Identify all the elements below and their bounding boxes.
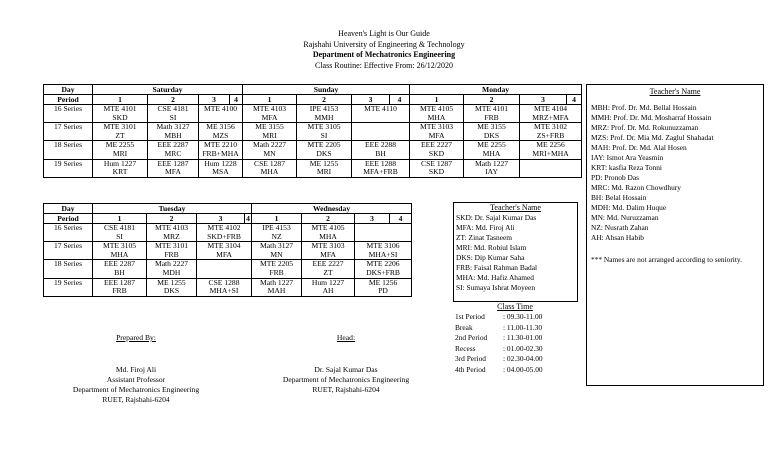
course-code: MTE 2210 <box>203 140 238 150</box>
day-monday: Monday <box>410 85 582 95</box>
series-row <box>44 159 582 177</box>
class-cell <box>93 242 147 260</box>
course-code: Hum 1228 <box>204 159 237 168</box>
course-code: EEE 1287 <box>157 159 189 168</box>
period-label: Period <box>44 214 93 224</box>
class-cell <box>148 105 199 123</box>
series-label: 19 Series <box>44 278 93 296</box>
routine-table-sat-sun-mon <box>43 84 582 178</box>
teacher-entry: ZT: Zinat Tasneem <box>456 233 513 242</box>
teacher-initials: MZS <box>212 130 229 140</box>
class-time-row <box>455 365 575 376</box>
teacher-entry: PD: Pronob Das <box>591 173 640 182</box>
teacher-initials: FRB <box>112 286 127 296</box>
teacher-initials: FRB <box>269 267 284 277</box>
course-code: CSE 4181 <box>157 104 189 113</box>
class-cell <box>352 123 410 141</box>
course-code: Math 3127 <box>259 241 294 251</box>
teacher-entry: KRT: kasfia Reza Tonni <box>591 163 662 172</box>
teacher-initials: MHA <box>319 231 337 241</box>
period-number: 3 <box>197 214 245 224</box>
class-cell <box>464 123 520 141</box>
class-cell <box>520 159 582 177</box>
period-number: 2 <box>147 214 197 224</box>
class-cell <box>93 278 147 296</box>
teacher-initials: MN <box>263 148 276 158</box>
teacher-box-title: Teacher's Name <box>649 87 701 96</box>
teacher-initials: ZS+FRB <box>536 130 565 140</box>
course-code: EEE 2227 <box>312 259 344 269</box>
course-code: MTE 3102 <box>533 122 568 132</box>
routine-header <box>0 28 768 70</box>
class-cell <box>297 141 352 159</box>
teacher-initials: MRI <box>316 167 332 177</box>
course-code: MTE 3103 <box>311 241 345 251</box>
teacher-entry: MMH: Prof. Dr. Md. Mosharraf Hossain <box>591 113 712 122</box>
period-number: 3 <box>199 95 230 105</box>
class-cell <box>93 159 148 177</box>
teacher-initials: FRB <box>164 249 179 259</box>
head-block <box>266 333 426 395</box>
period-number: 2 <box>464 95 520 105</box>
teacher-initials: MHA <box>110 249 129 259</box>
period-number: 4 <box>246 214 250 223</box>
series-label: 18 Series <box>44 260 93 278</box>
teacher-initials: BH <box>114 267 125 277</box>
period-number: 1 <box>93 214 147 224</box>
course-code: ME 3155 <box>255 122 284 132</box>
motto: Heaven's Light is Our Guide <box>338 29 430 38</box>
course-code: Hum 1227 <box>103 159 137 168</box>
class-time-label: 4th Period <box>455 364 486 374</box>
course-code: EEE 2227 <box>421 140 453 150</box>
routine-effective-date: Class Routine: Effective From: 26/12/2020 <box>314 60 454 70</box>
class-cell <box>464 141 520 159</box>
course-code: EEE 2288 <box>365 140 397 150</box>
course-code: MTE 4105 <box>419 104 454 113</box>
prepared-by-label: Prepared By: <box>116 333 156 342</box>
teacher-initials: DKS+FRB <box>366 267 400 277</box>
teacher-initials: MRI <box>112 148 128 158</box>
course-code: EEE 2287 <box>103 259 135 269</box>
series-label: 17 Series <box>44 123 93 141</box>
head-department: Department of Mechatronics Engineering <box>282 375 410 384</box>
class-cell <box>199 159 243 177</box>
class-cell <box>197 242 252 260</box>
teacher-initials: MHA <box>482 148 501 158</box>
class-time-title: Class Time <box>497 302 533 311</box>
preparer-title: Assistant Professor <box>106 375 166 384</box>
class-time-value: : 11.00-11.30 <box>503 322 543 332</box>
class-time-row <box>455 344 575 355</box>
teacher-initials: MRC <box>164 148 182 158</box>
period-number: 3 <box>520 95 567 105</box>
class-cell <box>199 105 243 123</box>
teacher-initials: MRI+MHA <box>532 148 569 158</box>
teacher-initials: MFA+FRB <box>363 167 398 177</box>
class-cell <box>410 123 464 141</box>
preparer-place: RUET, Rajshahi-6204 <box>102 395 170 404</box>
class-cell <box>243 123 297 141</box>
class-time-row <box>455 333 575 344</box>
teacher-entry: MDH: Md. Dalim Huque <box>591 203 667 212</box>
class-cell <box>297 123 352 141</box>
course-code: ME 1255 <box>309 159 339 168</box>
class-time-label: Recess <box>455 343 476 353</box>
teacher-entry: DKS: Dip Kumar Saha <box>456 253 525 262</box>
teacher-initials: MBH <box>164 130 182 140</box>
teacher-initials: FRB+MHA <box>202 148 239 158</box>
class-time-block <box>455 302 575 375</box>
course-code: Math 1227 <box>259 278 294 287</box>
teacher-initials: AH <box>322 286 334 296</box>
teacher-initials: KRT <box>112 167 128 177</box>
course-code: MTE 3105 <box>307 122 341 132</box>
period-number: 4 <box>230 95 243 105</box>
period-number: 1 <box>410 95 464 105</box>
class-cell <box>520 123 582 141</box>
teacher-entry: MRI: Md. Robiul Islam <box>456 243 527 252</box>
teacher-initials: ZT <box>115 130 125 140</box>
class-time-value: : 02.30-04.00 <box>503 354 543 363</box>
course-code: MTE 2205 <box>259 259 294 269</box>
teacher-initials: DKS <box>163 286 180 296</box>
teacher-initials: SI <box>320 130 328 140</box>
class-cell <box>252 242 302 260</box>
class-cell <box>147 260 197 278</box>
head-place: RUET, Rajshahi-6204 <box>312 385 380 394</box>
course-code: MTE 4101 <box>474 104 509 113</box>
class-cell <box>355 224 412 242</box>
class-cell <box>199 141 243 159</box>
class-cell <box>243 159 297 177</box>
course-code: Hum 1227 <box>311 278 345 287</box>
class-cell <box>148 123 199 141</box>
day-saturday: Saturday <box>93 85 243 95</box>
class-time-label: 2nd Period <box>455 333 488 342</box>
class-cell <box>148 159 199 177</box>
class-time-row <box>455 312 575 323</box>
teacher-initials: MMH <box>314 112 334 122</box>
teacher-initials: FRB <box>484 112 499 122</box>
period-number: 4 <box>567 95 582 105</box>
class-cell <box>93 123 148 141</box>
teacher-entry: BH: Belal Hossain <box>591 193 647 202</box>
class-time-row <box>455 323 575 334</box>
course-code: MTE 3103 <box>419 122 454 132</box>
class-cell <box>93 105 148 123</box>
course-code: MTE 4110 <box>364 104 397 113</box>
teacher-entry: MN: Md. Nuruzzaman <box>591 213 659 222</box>
class-time-value: : 11.30-01.00 <box>503 333 543 342</box>
series-label: 18 Series <box>44 141 93 159</box>
course-code: MTE 4101 <box>103 104 137 113</box>
teacher-initials: BH <box>375 148 386 158</box>
class-cell <box>352 141 410 159</box>
teacher-box-title: Teacher's Name <box>490 203 541 212</box>
course-code: Math 1227 <box>474 159 509 168</box>
teacher-entry: MHA: Md. Hafiz Ahamed <box>456 273 534 282</box>
class-cell <box>520 141 582 159</box>
teacher-entry: FRB: Faisal Rahman Badal <box>456 263 538 272</box>
class-cell <box>93 224 147 242</box>
class-cell <box>297 159 352 177</box>
teacher-initials: ZT <box>323 267 333 277</box>
series-label: 19 Series <box>44 159 93 177</box>
series-row <box>44 224 412 242</box>
teacher-initials: IAY <box>485 167 498 177</box>
course-code: MTE 3101 <box>154 241 189 251</box>
period-number: 2 <box>297 95 352 105</box>
class-cell <box>197 224 252 242</box>
teacher-initials: MFA <box>165 167 181 177</box>
teacher-initials: SI <box>169 112 177 122</box>
day-tuesday: Tuesday <box>93 204 252 214</box>
teacher-entry: MZS: Prof. Dr. Mia Md. Zaglul Shahadat <box>591 133 714 142</box>
course-code: MTE 2205 <box>307 140 341 150</box>
period-number: 1 <box>243 95 297 105</box>
course-code: EEE 1287 <box>103 278 135 287</box>
series-label: 16 Series <box>44 224 93 242</box>
class-cell <box>199 123 243 141</box>
period-number: 4 <box>390 95 410 105</box>
teacher-initials: MHA <box>260 167 279 177</box>
period-number: 2 <box>148 95 199 105</box>
routine-table-tue-wed <box>43 203 412 297</box>
teacher-initials: SKD <box>428 148 445 158</box>
class-cell <box>410 159 464 177</box>
teacher-entry: AH: Ahsan Habib <box>591 233 644 242</box>
course-code: MTE 4104 <box>533 104 568 113</box>
period-number: 4 <box>390 214 412 224</box>
series-row <box>44 242 412 260</box>
class-cell <box>197 260 252 278</box>
class-cell <box>147 242 197 260</box>
class-time-label: 3rd Period <box>455 354 486 363</box>
class-time-label: 1st Period <box>455 312 485 321</box>
class-cell <box>148 141 199 159</box>
teacher-initials: MFA <box>261 112 278 122</box>
course-code: MTE 4103 <box>154 223 189 232</box>
period-number: 2 <box>302 214 355 224</box>
department-name: Department of Mechatronics Engineering <box>312 50 456 59</box>
prepared-by-block <box>66 333 206 405</box>
course-code: ME 2255 <box>105 140 135 150</box>
teacher-initials: MSA <box>212 167 229 177</box>
teacher-initials: MAH <box>267 286 286 296</box>
teacher-initials: SI <box>116 231 123 241</box>
course-code: MTE 3104 <box>207 241 241 251</box>
teacher-name-box-large <box>586 84 764 386</box>
series-label: 17 Series <box>44 242 93 260</box>
class-cell <box>93 141 148 159</box>
teacher-initials: MFA <box>216 249 232 259</box>
class-cell <box>93 260 147 278</box>
course-code: EEE 2287 <box>157 140 189 150</box>
teacher-entry: MRC: Md. Razon Chowdhury <box>591 183 681 192</box>
class-cell <box>520 105 582 123</box>
teacher-initials: MHA+SI <box>368 249 398 259</box>
class-time-list <box>455 312 575 375</box>
course-code: CSE 1287 <box>421 159 453 168</box>
teacher-initials: NZ <box>271 231 282 241</box>
teacher-entry: MFA: Md. Firoj Ali <box>456 223 515 232</box>
preparer-name: Md. Firoj Ali <box>115 365 157 374</box>
class-cell <box>302 278 355 296</box>
course-code: ME 1255 <box>157 278 186 287</box>
course-code: ME 3155 <box>477 122 506 132</box>
course-code: ME 3156 <box>206 122 235 132</box>
series-row <box>44 105 582 123</box>
class-time-value: : 04.00-05.00 <box>503 364 543 374</box>
class-time-value: : 01.00-02.30 <box>503 343 543 353</box>
teacher-initials: DKS <box>483 130 500 140</box>
teacher-initials: MFA <box>428 130 445 140</box>
teacher-initials: MHA <box>427 112 446 122</box>
course-code: MTE 3101 <box>103 122 137 132</box>
teacher-entry: SI: Sumaya Ishrat Moyeen <box>456 283 536 292</box>
course-code: MTE 4103 <box>252 104 287 113</box>
head-name: Dr. Sajal Kumar Das <box>314 365 378 374</box>
course-code: IPE 4153 <box>309 104 339 113</box>
teacher-initials: MN <box>270 249 283 259</box>
course-code: Math 2227 <box>154 259 189 269</box>
course-code: CSE 1287 <box>254 159 286 168</box>
period-number: 1 <box>93 95 148 105</box>
class-cell <box>464 159 520 177</box>
teacher-initials: MDH <box>162 267 181 277</box>
course-code: MTE 4100 <box>203 104 238 113</box>
class-cell <box>355 242 412 260</box>
class-cell <box>252 260 302 278</box>
class-cell <box>355 260 412 278</box>
period-number: 3 <box>355 214 390 224</box>
class-cell <box>243 105 297 123</box>
seniority-note: *** Names are not arranged according to seniority. <box>591 255 742 264</box>
series-row <box>44 123 582 141</box>
course-code: Math 3127 <box>156 122 190 132</box>
class-cell <box>352 159 410 177</box>
series-label: 16 Series <box>44 105 93 123</box>
preparer-department: Department of Mechatronics Engineering <box>72 385 200 394</box>
period-number: 1 <box>252 214 302 224</box>
head-label: Head: <box>336 333 356 342</box>
class-cell <box>197 278 252 296</box>
course-code: IPE 4153 <box>262 223 291 232</box>
teacher-initials: MRZ+MFA <box>532 112 569 122</box>
teacher-entry: SKD: Dr. Sajal Kumar Das <box>456 213 537 222</box>
university-name: Rajshahi University of Engineering & Technology <box>303 39 465 49</box>
class-cell <box>302 224 355 242</box>
class-time-label: Break <box>455 322 473 332</box>
course-code: CSE 1288 <box>208 278 240 287</box>
course-code: ME 2256 <box>536 140 565 150</box>
teacher-initials: DKS <box>316 148 332 158</box>
teacher-entry: MRZ: Prof. Dr. Md. Rokunuzzaman <box>591 123 699 132</box>
course-code: MTE 2206 <box>366 259 400 269</box>
teacher-initials: MRI <box>262 130 277 140</box>
routine-table-body <box>44 105 582 178</box>
day-label: Day <box>44 85 93 95</box>
series-row <box>44 278 412 296</box>
teacher-entry: IAY: Ismot Ara Yeasmin <box>591 153 664 162</box>
course-code: ME 1256 <box>368 278 398 287</box>
course-code: Math 2227 <box>252 140 287 150</box>
routine-table-body <box>44 224 412 297</box>
teacher-initials: PD <box>378 286 388 296</box>
course-code: MTE 4105 <box>311 223 345 232</box>
teacher-list <box>587 103 763 243</box>
class-cell <box>355 278 412 296</box>
teacher-entry: MBH: Prof. Dr. Md. Bellal Hossain <box>591 103 697 112</box>
class-cell <box>410 105 464 123</box>
class-cell <box>252 224 302 242</box>
day-label: Day <box>44 204 93 214</box>
day-sunday: Sunday <box>243 85 410 95</box>
teacher-entry: NZ: Nusrath Zahan <box>591 223 649 232</box>
teacher-name-box-small <box>453 202 578 302</box>
course-code: CSE 4181 <box>103 223 135 232</box>
class-cell <box>410 141 464 159</box>
class-cell <box>302 260 355 278</box>
course-code: ME 2255 <box>477 140 506 150</box>
class-cell <box>147 278 197 296</box>
class-cell <box>464 105 520 123</box>
teacher-initials: MHA+SI <box>209 286 239 296</box>
period-label: Period <box>44 95 93 105</box>
period-number: 3 <box>352 95 390 105</box>
course-code: MTE 3106 <box>366 241 400 251</box>
course-code: MTE 4102 <box>207 223 241 232</box>
teacher-initials: MRZ <box>163 231 180 241</box>
teacher-list <box>454 213 577 293</box>
course-code: MTE 3105 <box>102 241 137 251</box>
teacher-initials: SKD <box>112 112 128 122</box>
course-code: EEE 1288 <box>365 159 397 168</box>
class-cell <box>147 224 197 242</box>
class-cell <box>252 278 302 296</box>
teacher-initials: MFA <box>320 249 336 259</box>
class-time-value: : 09.30-11.00 <box>503 312 543 321</box>
class-cell <box>302 242 355 260</box>
series-row <box>44 260 412 278</box>
class-cell <box>297 105 352 123</box>
class-time-row <box>455 354 575 365</box>
teacher-entry: MAH: Prof. Dr. Md. Alal Hosen <box>591 143 687 152</box>
day-wednesday: Wednesday <box>252 204 412 214</box>
teacher-initials: SKD+FRB <box>207 231 241 241</box>
class-cell <box>243 141 297 159</box>
series-row <box>44 141 582 159</box>
class-cell <box>352 105 410 123</box>
teacher-initials: SKD <box>428 167 445 177</box>
